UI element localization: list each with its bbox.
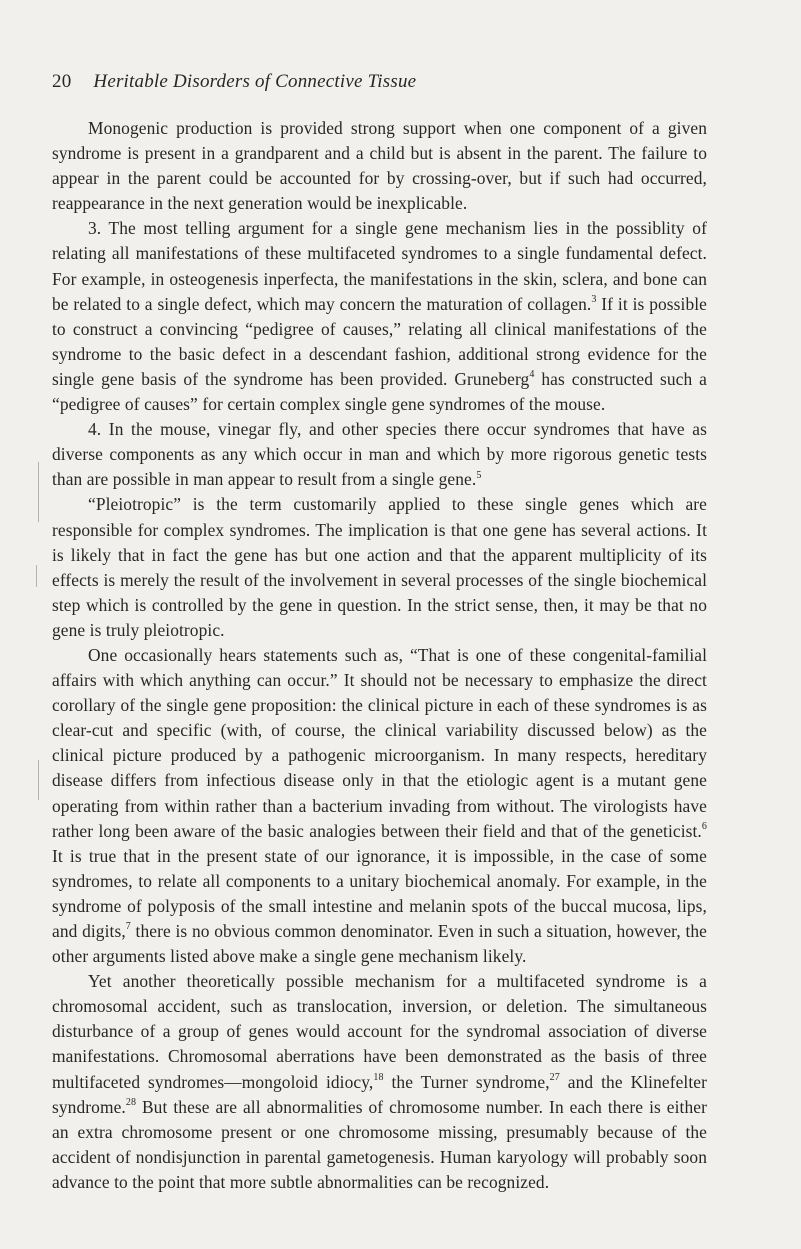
text-run: the Turner syndrome, [383,1071,550,1092]
paragraph [52,969,707,1195]
text-run: has constructed such a “pedigree of causes” for certain complex single gene syndromes of the mouse. [52,368,707,415]
text-run: 3. The most telling argument for a single gene mechanism lies in the possiblity of relating all manifestations of these multifaceted syndromes to a single fundamental defect. For example, in osteogenesis inperfecta, the manifestations in the skin, sclera, and bone can be related to a single defect, which may concern the maturation of collagen. [52,218,707,314]
paragraph [52,417,707,492]
text-run: and the Klinefelter syndrome. [52,1071,707,1117]
text-run: “Pleiotropic” is the term customarily applied to these single genes which are responsible for complex syndromes. The implication is that one gene has several actions. It is likely that in fact the gene has but one action and that the apparent multiplicity of its effects is merely the result of the involvement in several processes of the single biochemical step which is controlled by the gene in question. In the strict sense, then, it may be that no gene is truly pleiotropic. [52,494,707,640]
citation-superscript: 28 [125,1096,137,1108]
citation-superscript: 7 [125,921,131,933]
citation-superscript: 6 [701,820,707,832]
text-run: Yet another theoretically possible mechanism for a multifaceted syndrome is a chromosomal accident, such as translocation, inversion, or deletion. The simultaneous disturbance of a group of genes would account for the syndromal association of diverse manifestations. Chromosomal aberrations have been demonstrated as the basis of three multifaceted syndromes—mongoloid idiocy, [52,971,707,1092]
citation-superscript: 5 [476,469,482,481]
scan-mark [38,462,39,522]
text-run: Monogenic production is provided strong support when one component of a given syndrome is present in a grandparent and a child but is absent in the parent. The failure to appear in the parent could be accounted for by crossing-over, but if such had occurred, reappearance in the next generation would be inexplicable. [52,118,707,214]
text-run: If it is possible to construct a convincing “pedigree of causes,” relating all clinical manifestations of the syndrome to the basic defect in a descendant fashion, additional strong evidence for the single gene basis of the syndrome has been provided. Gruneberg [52,293,707,389]
text-run: It is true that in the present state of our ignorance, it is impossible, in the case of some syndromes, to relate all components to a unitary biochemical anomaly. For example, in the syndrome of polyposis of the small intestine and melanin spots of the buccal mucosa, lips, and digits, [52,845,707,941]
scan-mark [36,565,37,587]
page-header [52,71,416,93]
citation-superscript: 18 [373,1071,384,1083]
citation-superscript: 27 [549,1071,560,1083]
citation-superscript: 3 [591,293,597,305]
text-run: 4. In the mouse, vinegar fly, and other species there occur syndromes that have as diverse components as any which occur in man and which by more rigorous genetic tests than are possible in man appear to result from a single gene. [52,419,707,490]
paragraph [52,216,707,417]
text-run: But these are all abnormalities of chromosome number. In each there is either an extra chromosome present or one chromosome missing, presumably because of the accident of nondisjunction in parental gametogenesis. Human karyology will probably soon advance to the point that more subtle abnormalities can be recognized. [52,1096,707,1192]
paragraph [52,643,707,969]
text-run: there is no obvious common denominator. Even in such a situation, however, the other arguments listed above make a single gene mechanism likely. [52,921,707,967]
citation-superscript: 4 [529,369,535,381]
running-title: Heritable Disorders of Connective Tissue [93,71,417,92]
page-number: 20 [52,71,72,92]
paragraph [52,116,707,216]
scan-mark [38,760,39,800]
text-run: One occasionally hears statements such as, “That is one of these congenital-familial affairs with which anything can occur.” It should not be necessary to emphasize the direct corollary of the single gene proposition: the clinical picture in each of these syndromes is as clear-cut and specific (with, of course, the clinical variability discussed below) as the clinical picture produced by a pathogenic microorganism. In many respects, hereditary disease differs from infectious disease only in that the etiologic agent is a mutant gene operating from within rather than a bacterium invading from without. The virologists have rather long been aware of the basic analogies between their field and that of the geneticist. [52,644,707,841]
body-text [52,116,707,1195]
paragraph [52,492,707,643]
